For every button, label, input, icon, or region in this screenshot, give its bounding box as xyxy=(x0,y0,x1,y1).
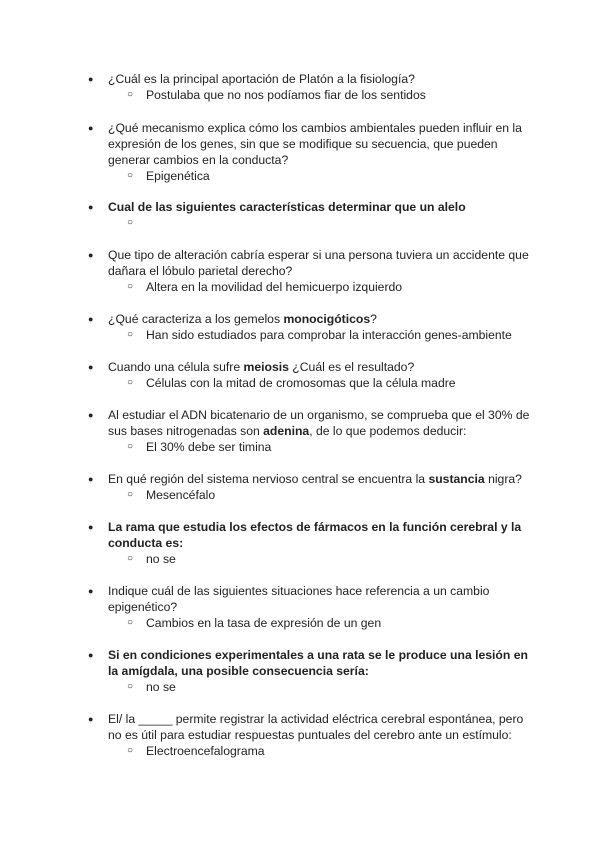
list-item xyxy=(0,247,600,295)
question: ● Al estudiar el ADN bicatenario de un organismo, se comprueba que el 30% de sus bases nitrogenadas son adenina, de lo que podemos deducir: xyxy=(0,407,538,439)
list-item xyxy=(0,199,600,231)
list-item xyxy=(0,311,600,343)
answer: ○ Células con la mitad de cromosomas que la célula madre xyxy=(0,375,546,391)
question: ● Si en condiciones experimentales a una rata se le produce una lesión en la amígdala, una posible consecuencia sería: xyxy=(0,647,538,679)
list-item xyxy=(0,711,600,759)
question: ● Cuando una célula sufre meiosis ¿Cuál es el resultado? xyxy=(0,359,538,375)
answer: ○ no se xyxy=(0,679,546,695)
list-item xyxy=(0,71,600,103)
answer: ○ Altera en la movilidad del hemicuerpo izquierdo xyxy=(0,279,546,295)
list-item xyxy=(0,519,600,567)
question: ● Que tipo de alteración cabría esperar si una persona tuviera un accidente que dañara el lóbulo parietal derecho? xyxy=(0,247,538,279)
list-item xyxy=(0,471,600,503)
answer: ○ Mesencéfalo xyxy=(0,487,546,503)
answer: ○ Epigenética xyxy=(0,168,546,184)
answer: ○ El 30% debe ser timina xyxy=(0,439,546,455)
question: ● ¿Qué caracteriza a los gemelos monocigóticos? xyxy=(0,311,538,327)
answer: ○ Electroencefalograma xyxy=(0,743,546,759)
question: ● Indique cuál de las siguientes situaciones hace referencia a un cambio epigenético? xyxy=(0,583,538,615)
answer xyxy=(0,215,546,231)
list-item xyxy=(0,647,600,695)
answer: ○ Postulaba que no nos podíamos fiar de los sentidos xyxy=(0,87,546,103)
list-item xyxy=(0,120,600,184)
list-item xyxy=(0,583,600,631)
question: ● ¿Cuál es la principal aportación de Platón a la fisiología? xyxy=(0,71,538,87)
list-item xyxy=(0,359,600,391)
question: ● El/ la _____ permite registrar la actividad eléctrica cerebral espontánea, pero no es útil para estudiar respuestas puntuales del cerebro ante un estímulo: xyxy=(0,711,538,743)
answer: ○ no se xyxy=(0,551,546,567)
question: ● En qué región del sistema nervioso central se encuentra la sustancia nigra? xyxy=(0,471,538,487)
question: ● Cual de las siguientes características determinar que un alelo xyxy=(0,199,538,215)
question: ● ¿Qué mecanismo explica cómo los cambios ambientales pueden influir en la expresión de los genes, sin que se modifique su secuencia, que pueden generar cambios en la conducta? xyxy=(0,120,538,168)
answer: ○ Han sido estudiados para comprobar la interacción genes-ambiente xyxy=(0,327,546,343)
answer: ○ Cambios en la tasa de expresión de un gen xyxy=(0,615,546,631)
question: ● La rama que estudia los efectos de fármacos en la función cerebral y la conducta es: xyxy=(0,519,538,551)
list-item xyxy=(0,407,600,455)
